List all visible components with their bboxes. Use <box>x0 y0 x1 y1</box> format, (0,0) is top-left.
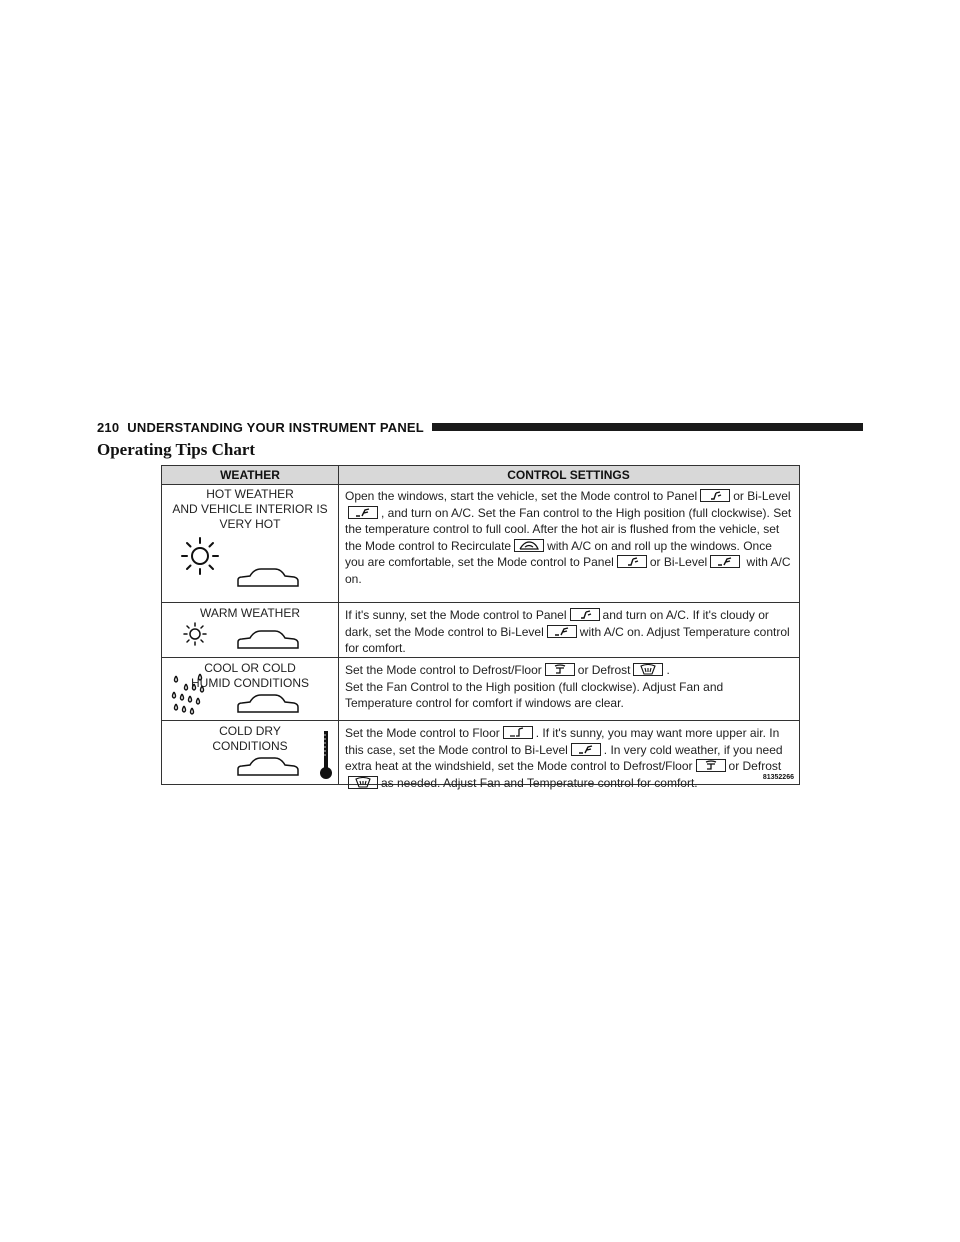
control-settings-cell: Set the Mode control to Defrost/Floor or Defrost . Set the Fan Control to the High position (full clockwise). Adjust Fan and Temperature control for comfort if windows are clear. <box>345 663 724 710</box>
bi-level-mode-icon <box>547 625 577 638</box>
bi-level-mode-icon <box>571 743 601 756</box>
defrost-floor-mode-icon <box>545 663 575 676</box>
chart-title: Operating Tips Chart <box>97 440 256 459</box>
bi-level-mode-icon <box>710 555 740 568</box>
table-header <box>162 466 799 485</box>
header-rule <box>432 423 863 431</box>
table-row-hot-weather <box>162 484 799 603</box>
recirculate-mode-icon <box>514 539 544 552</box>
control-settings-cell: Set the Mode control to Floor . If it's sunny, you may want more upper air. In this case, set the Mode control to Bi-Level . In very cold weather, if you need extra heat at the windshield, set the Mode control to Defrost/Floor or Defrost as needed. Adjust Fan and Temperature control for comfort. <box>345 726 783 790</box>
car-icon <box>235 628 301 652</box>
weather-cell <box>162 658 338 720</box>
control-settings-column-header: CONTROL SETTINGS <box>507 468 630 482</box>
bi-level-mode-icon <box>348 506 378 519</box>
table-row-warm-weather <box>162 603 799 658</box>
raindrops-icon <box>170 672 210 716</box>
weather-cell <box>162 484 338 602</box>
weather-label: COOL OR COLD HUMID CONDITIONS <box>191 661 309 690</box>
weather-label: WARM WEATHER <box>200 606 300 620</box>
panel-mode-icon <box>700 489 730 502</box>
page-number: 210 <box>97 419 120 435</box>
defrost-mode-icon <box>633 663 663 676</box>
control-settings-cell: Open the windows, start the vehicle, set the Mode control to Panel or Bi-Level , and turn on A/C. Set the Fan control to the High position (full clockwise). Set the temperature control to full cool. After the hot air is flushed from the vehicle, set the Mode control to Recirculate with A/C on and roll up the windows. Once you are comfortable, set the Mode control to Panel or Bi-Level with A/C on. <box>345 489 792 586</box>
panel-mode-icon <box>570 608 600 621</box>
section-title: UNDERSTANDING YOUR INSTRUMENT PANEL <box>127 419 424 435</box>
weather-cell <box>162 603 338 657</box>
floor-mode-icon <box>503 726 533 739</box>
weather-column-header: WEATHER <box>220 468 280 482</box>
small-sun-icon <box>182 621 208 647</box>
car-icon <box>235 755 301 779</box>
defrost-mode-icon <box>348 776 378 789</box>
operating-tips-table <box>161 465 800 790</box>
thermometer-icon <box>319 729 333 781</box>
table-row-cold-dry <box>162 721 799 790</box>
control-settings-cell: If it's sunny, set the Mode control to Panel and turn on A/C. If it's cloudy or dark, set the Mode control to Bi-Level with A/C on. Adjust Temperature control for comfort. <box>345 608 790 655</box>
car-icon <box>235 692 301 716</box>
defrost-floor-mode-icon <box>696 759 726 772</box>
weather-label: COLD DRY CONDITIONS <box>212 724 288 753</box>
table-row-cool-humid <box>162 658 799 721</box>
figure-code: 81352266 <box>762 774 794 781</box>
weather-label: HOT WEATHER AND VEHICLE INTERIOR IS VERY HOT <box>172 487 328 531</box>
page-header <box>97 418 863 436</box>
panel-mode-icon <box>617 555 647 568</box>
sun-icon <box>180 536 220 576</box>
car-icon <box>235 566 301 590</box>
weather-cell <box>162 721 338 784</box>
